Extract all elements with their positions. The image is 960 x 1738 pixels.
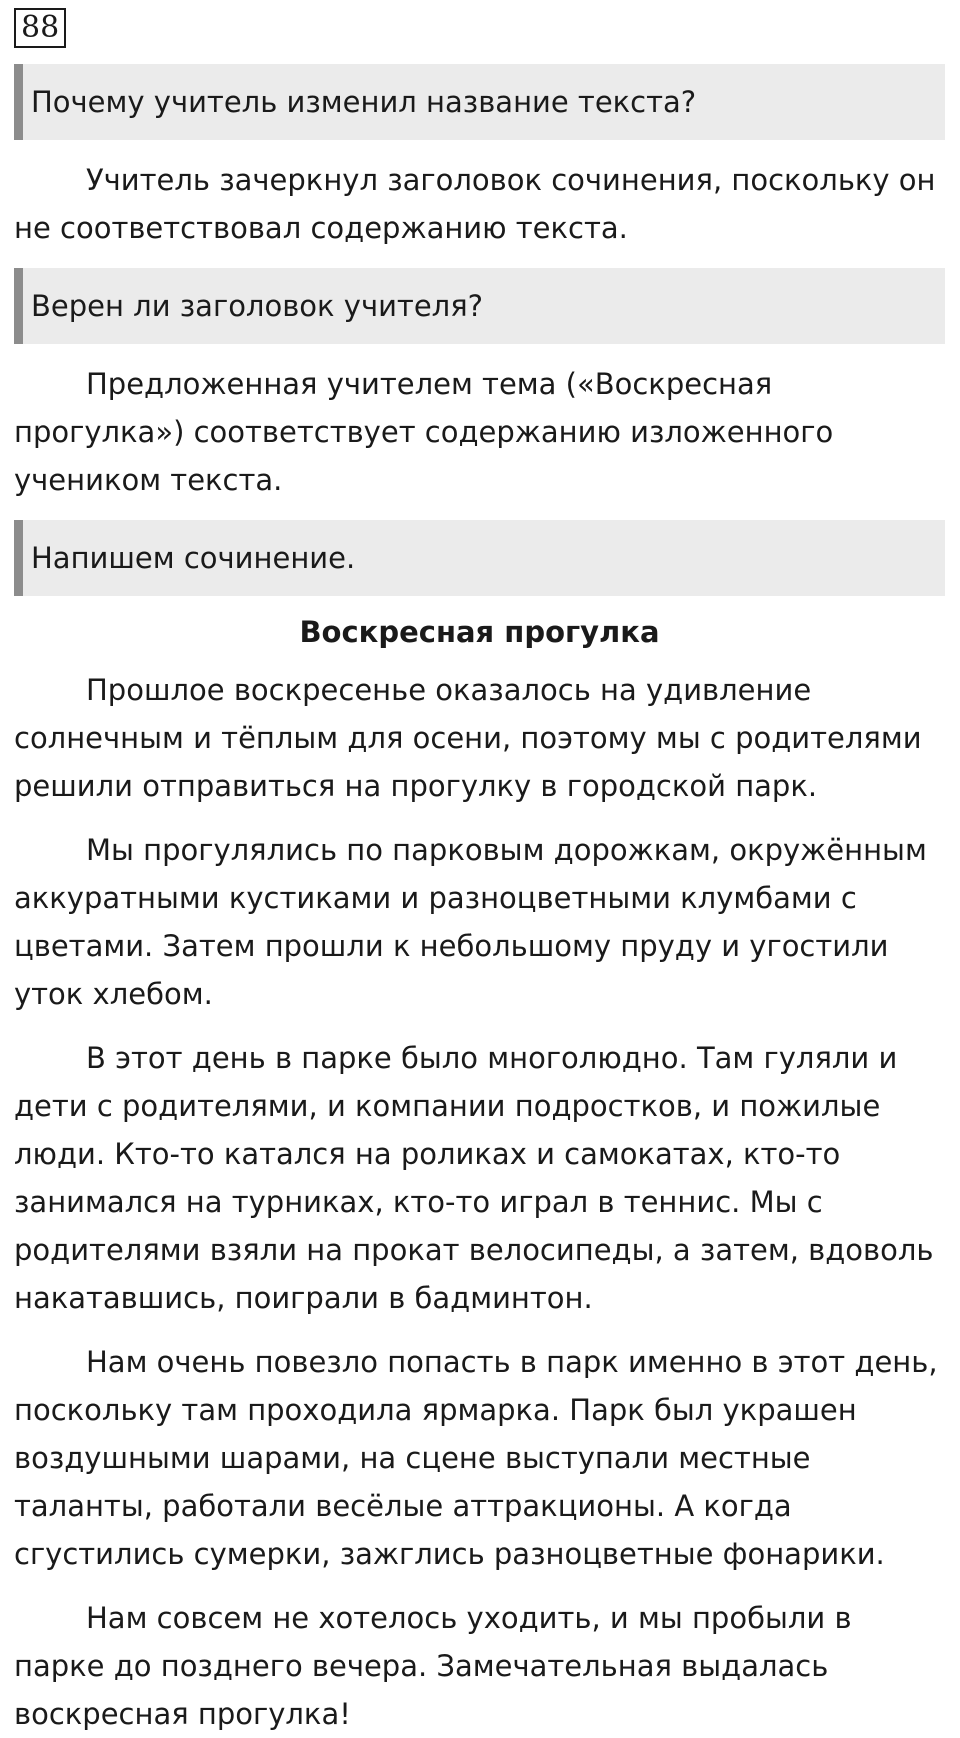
essay-paragraph: Нам совсем не хотелось уходить, и мы пробыли в парке до позднего вечера. Замечательная выдалась воскресная прогулка! <box>14 1601 852 1731</box>
question-3: Напишем сочинение. <box>14 520 945 596</box>
essay-paragraph: Прошлое воскресенье оказалось на удивление солнечным и тёплым для осени, поэтому мы с родителями решили отправиться на прогулку в городской парк. <box>14 673 922 803</box>
essay-title: Воскресная прогулка <box>299 615 660 649</box>
question-1: Почему учитель изменил название текста? <box>14 64 945 140</box>
task-number: 88 <box>14 8 66 48</box>
answer-2: Предложенная учителем тема («Воскресная прогулка») соответствует содержанию изложенного учеником текста. <box>14 367 834 497</box>
essay-paragraph: Нам очень повезло попасть в парк именно в этот день, поскольку там проходила ярмарка. Парк был украшен воздушными шарами, на сцене выступали местные таланты, работали весёлые аттракционы. А когда сгустились сумерки, зажглись разноцветные фонарики. <box>14 1345 938 1571</box>
essay-paragraph: В этот день в парке было многолюдно. Там гуляли и дети с родителями, и компании подростков, и пожилые люди. Кто-то катался на роликах и самокатах, кто-то занимался на турниках, кто-то играл в теннис. Мы с родителями взяли на прокат велосипеды, а затем, вдоволь накатавшись, поиграли в бадминтон. <box>14 1041 934 1315</box>
question-2: Верен ли заголовок учителя? <box>14 268 945 344</box>
answer-1: Учитель зачеркнул заголовок сочинения, поскольку он не соответствовал содержанию текста. <box>14 163 936 245</box>
essay-paragraph: Мы прогулялись по парковым дорожкам, окружённым аккуратными кустиками и разноцветными клумбами с цветами. Затем прошли к небольшому пруду и угостили уток хлебом. <box>14 833 927 1011</box>
